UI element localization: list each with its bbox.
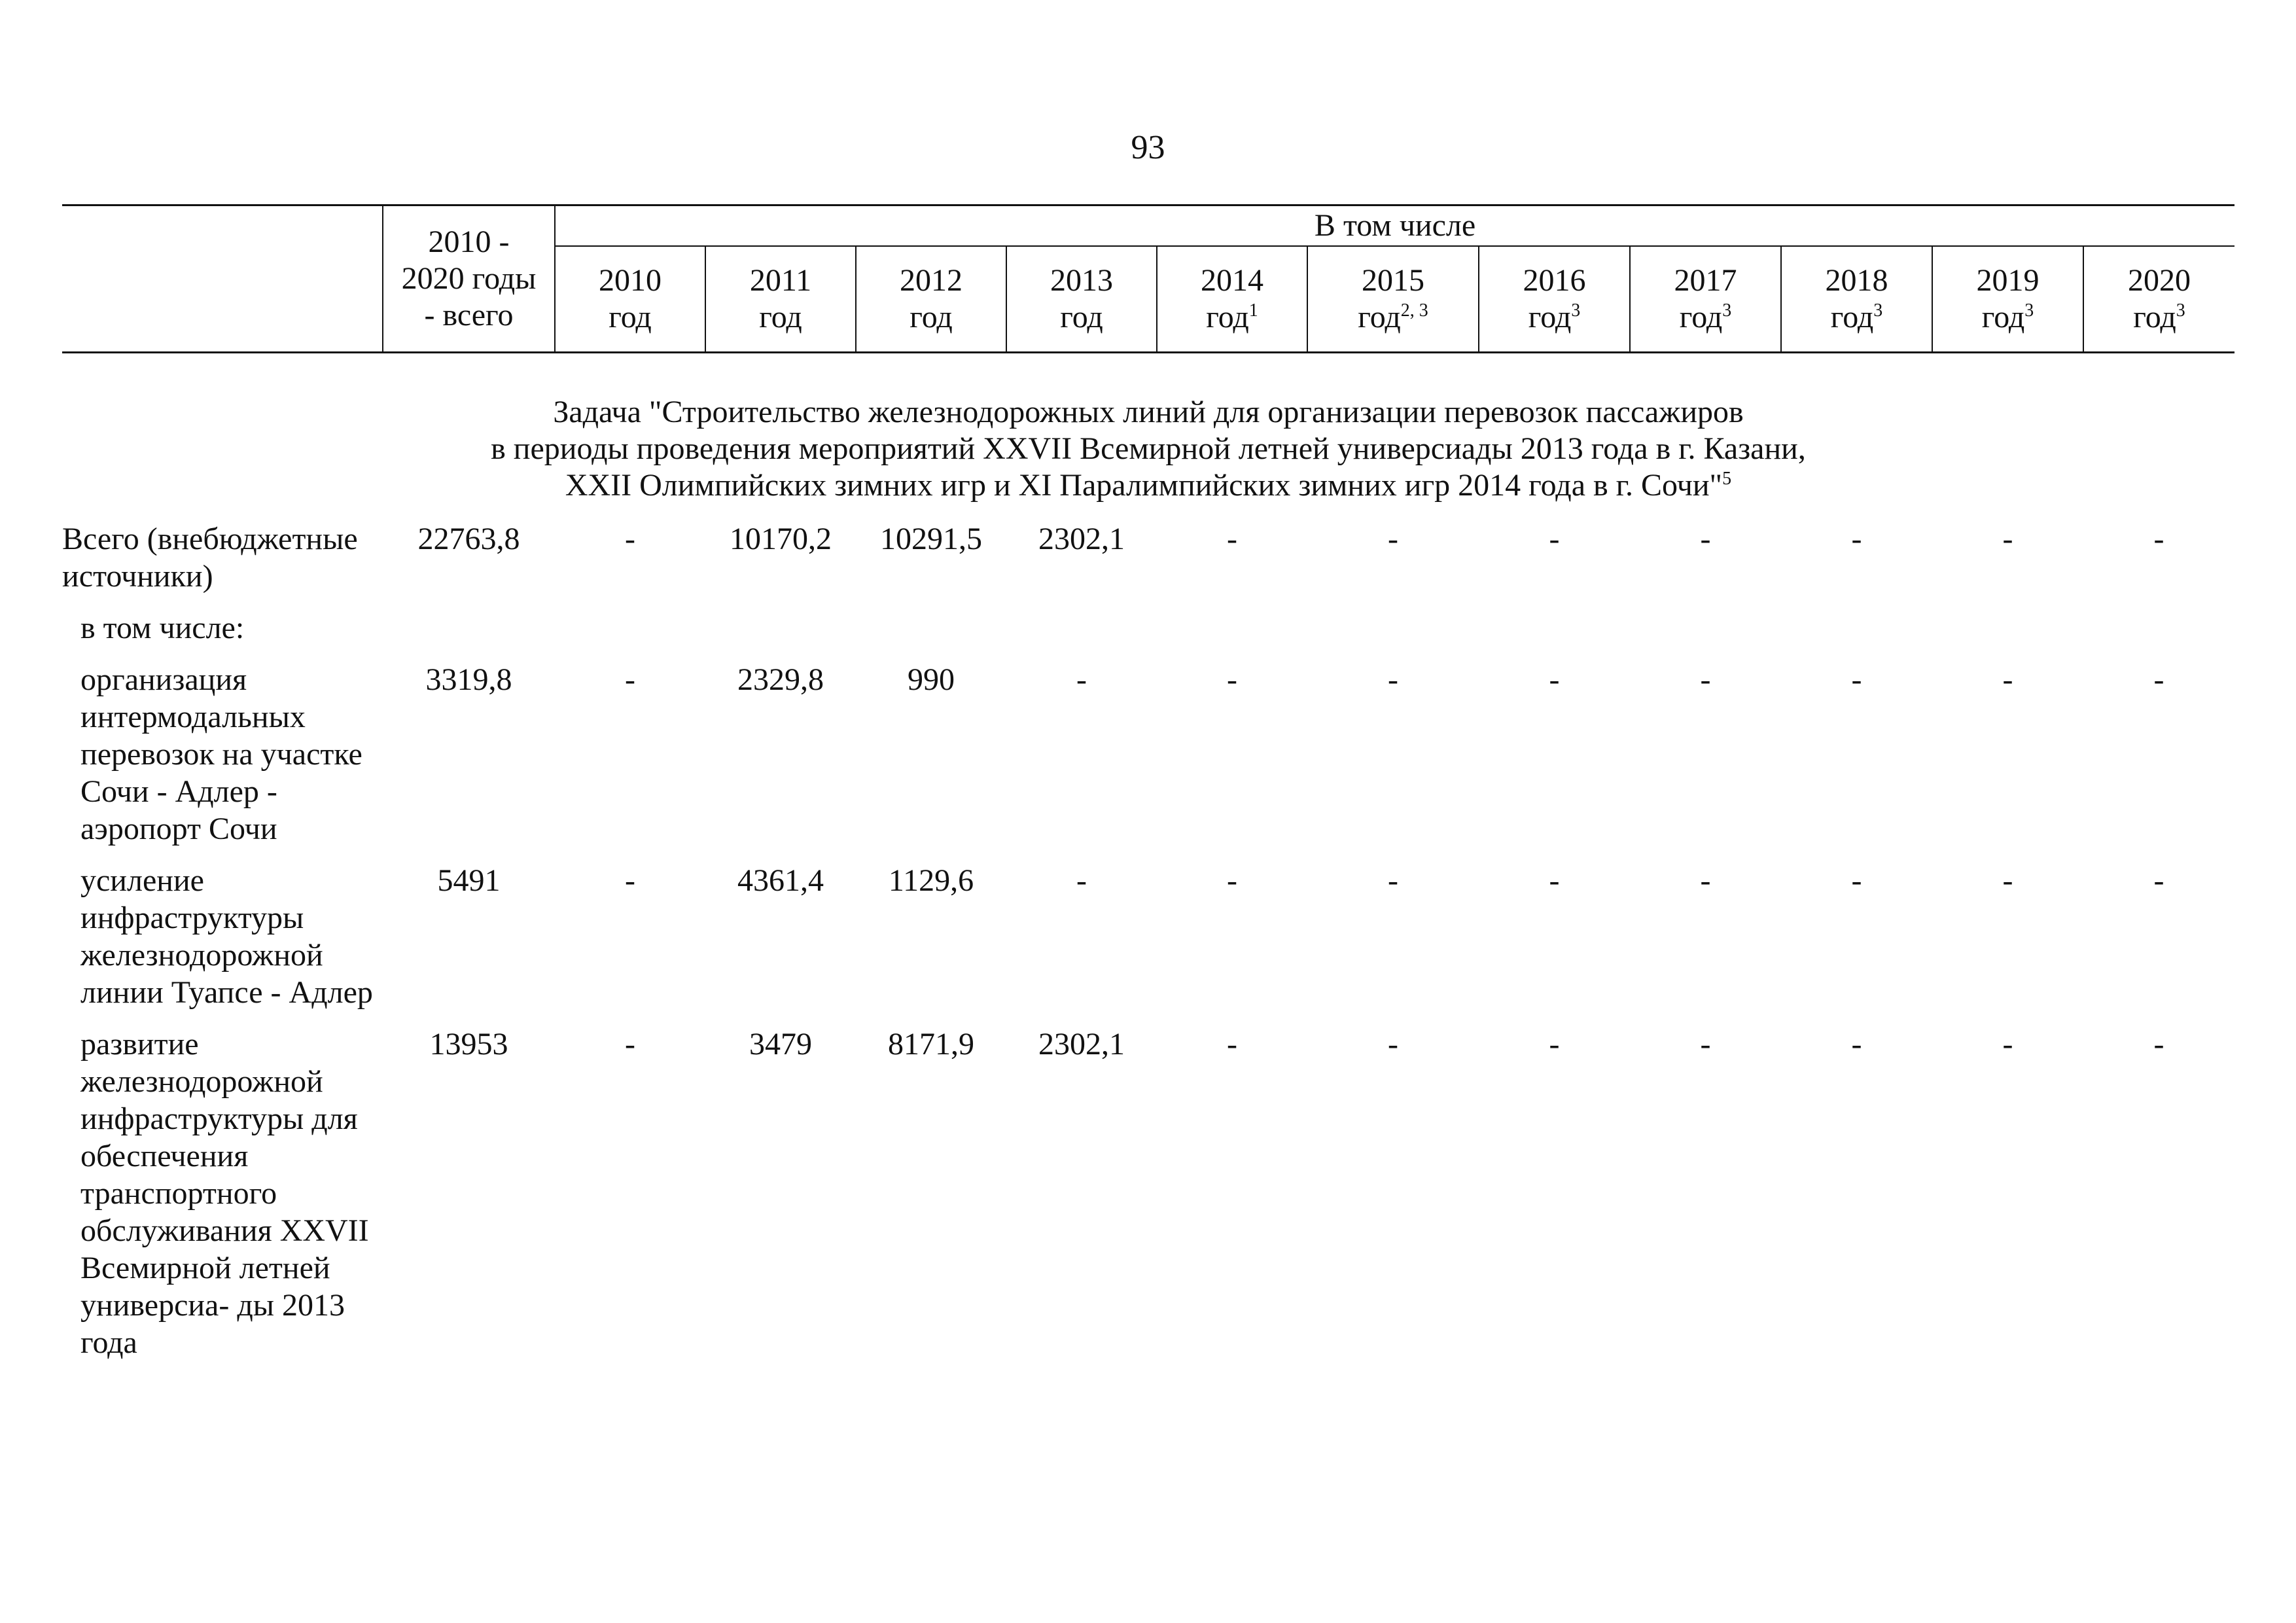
header-year-number: 2019 [1976,263,2040,298]
task-line-2: в периоды проведения мероприятий XXVII Всемирной летней универсиады 2013 года в г. Казани, [491,431,1806,466]
header-year-2020 [2083,246,2234,353]
row-value-2015: - [1388,522,1398,556]
row-value-2016: - [1549,662,1560,697]
header-year-word [2084,299,2234,336]
table-row [62,661,2234,862]
header-year-number: 2017 [1674,263,1737,298]
table-row [62,520,2234,609]
row-value-total: 3319,8 [425,662,512,697]
row-value-2011: 4361,4 [737,863,824,898]
row-value-2020: - [2153,863,2164,898]
row-value-2012: 990 [908,662,955,697]
header-year-2012 [856,246,1006,353]
header-year-number: 2012 [900,263,963,298]
header-year-2017 [1630,246,1781,353]
row-name: организация интермодальных перевозок на участке Сочи - Адлер - аэропорт Сочи [80,662,362,846]
header-year-word [857,299,1006,336]
header-year-word-text: год [1060,300,1103,334]
data-table [62,520,2234,1376]
header-year-footnote: 2, 3 [1400,300,1428,321]
header-year-number: 2018 [1825,263,1888,298]
header-year-word [1308,299,1478,336]
header-year-2015 [1307,246,1479,353]
row-value-2011: 10170,2 [730,522,832,556]
row-value-2017: - [1700,1027,1711,1061]
row-name: в том числе: [80,611,245,645]
header-year-word [1479,299,1629,336]
row-value-2011: 2329,8 [737,662,824,697]
header-year-footnote: 1 [1248,300,1258,321]
header-year-word-text: год [1358,300,1401,334]
header-year-2019 [1932,246,2083,353]
header-year-number: 2014 [1201,263,1263,298]
table-row [62,862,2234,1026]
row-value-2016 [1479,609,1630,661]
header-year-word-text: год [910,300,953,334]
header-year-2010 [555,246,705,353]
row-name: усиление инфраструктуры железнодорожной линии Туапсе - Адлер [80,863,373,1010]
row-value-2010: - [625,522,635,556]
header-total-cell [383,205,555,353]
row-value-2019: - [2002,1027,2013,1061]
row-value-2015: - [1388,863,1398,898]
header-year-word [1157,299,1307,336]
row-value-2018: - [1851,1027,1862,1061]
header-year-number: 2020 [2128,263,2191,298]
row-value-2016: - [1549,1027,1560,1061]
row-value-2012 [856,609,1006,661]
row-value-2010: - [625,863,635,898]
header-year-word [1007,299,1156,336]
row-value-2013: - [1076,863,1087,898]
header-year-word-text: год [1206,300,1249,334]
row-value-2014: - [1227,662,1237,697]
header-year-footnote: 3 [2176,300,2185,321]
header-year-word-text: год [2133,300,2176,334]
table-row [62,609,2234,661]
header-year-footnote: 3 [1873,300,1883,321]
header-year-word [1782,299,1932,336]
row-value-2016: - [1549,522,1560,556]
header-year-footnote: 3 [1571,300,1581,321]
row-value-2013: - [1076,662,1087,697]
row-name: развитие железнодорожной инфраструктуры для обеспечения транспортного обслуживания XXVII Всемирной летней универсиа- ды 2013 года [80,1027,369,1360]
row-value-total: 13953 [429,1027,508,1061]
row-value-2015: - [1388,662,1398,697]
header-year-2014 [1157,246,1307,353]
row-value-2010 [555,609,705,661]
row-value-2012: 1129,6 [888,863,974,898]
row-value-2019 [1932,609,2083,661]
page-number: 93 [1131,129,1165,166]
header-year-number: 2016 [1523,263,1586,298]
row-value-2019: - [2002,662,2013,697]
header-year-number: 2010 [599,263,662,298]
task-line-3 [62,467,2234,504]
row-value-2015: - [1388,1027,1398,1061]
header-year-word-text: год [609,300,652,334]
header-year-2018 [1781,246,1932,353]
task-footnote-mark: 5 [1722,469,1732,489]
row-value-total [383,609,555,661]
header-year-word-text: год [1679,300,1723,334]
header-year-number: 2015 [1362,263,1424,298]
row-value-2019: - [2002,863,2013,898]
row-value-2018: - [1851,662,1862,697]
header-year-word [706,299,855,336]
row-value-total: 5491 [437,863,501,898]
header-year-word-text: год [1830,300,1874,334]
row-value-2017 [1630,609,1781,661]
row-value-2019: - [2002,522,2013,556]
header-year-word-text: год [1528,300,1572,334]
row-value-2013: 2302,1 [1038,1027,1125,1061]
header-year-number: 2011 [749,263,812,298]
task-line-1: Задача "Строительство железнодорожных линий для организации перевозок пассажиров [553,395,1744,429]
header-year-number: 2013 [1050,263,1113,298]
row-value-2014: - [1227,863,1237,898]
row-value-2018: - [1851,522,1862,556]
row-value-2014: - [1227,1027,1237,1061]
header-year-word [1933,299,2083,336]
row-value-2018: - [1851,863,1862,898]
row-value-2017: - [1700,863,1711,898]
header-group-label: В том числе [555,205,2234,247]
row-value-total: 22763,8 [417,522,520,556]
header-year-2016 [1479,246,1630,353]
row-value-2015 [1307,609,1479,661]
row-value-2018 [1781,609,1932,661]
row-value-2014: - [1227,522,1237,556]
row-value-2017: - [1700,522,1711,556]
row-value-2010: - [625,1027,635,1061]
header-year-word-text: год [1981,300,2025,334]
header-empty-cell [62,205,383,353]
row-value-2020 [2083,609,2234,661]
row-value-2014 [1157,609,1307,661]
header-year-footnote: 3 [2024,300,2034,321]
row-value-2020: - [2153,1027,2164,1061]
task-line-3-text: XXII Олимпийских зимних игр и XI Паралимпийских зимних игр 2014 года в г. Сочи" [565,468,1723,503]
header-year-word [556,299,705,336]
row-value-2016: - [1549,863,1560,898]
row-value-2017: - [1700,662,1711,697]
row-value-2013: 2302,1 [1038,522,1125,556]
task-heading [62,394,2234,504]
header-year-word-text: год [759,300,802,334]
row-value-2012: 10291,5 [880,522,982,556]
row-value-2011 [705,609,856,661]
header-year-2011 [705,246,856,353]
header-year-footnote: 3 [1722,300,1732,321]
row-name: Всего (внебюджетные источники) [62,522,358,594]
row-value-2013 [1006,609,1157,661]
header-year-word [1631,299,1780,336]
header-year-2013 [1006,246,1157,353]
table-header [62,204,2234,353]
row-value-2020: - [2153,522,2164,556]
row-value-2010: - [625,662,635,697]
header-total-label: 2010 - 2020 годы - всего [401,224,537,332]
row-value-2012: 8171,9 [888,1027,974,1061]
row-value-2011: 3479 [749,1027,812,1061]
table-row [62,1026,2234,1376]
row-value-2020: - [2153,662,2164,697]
